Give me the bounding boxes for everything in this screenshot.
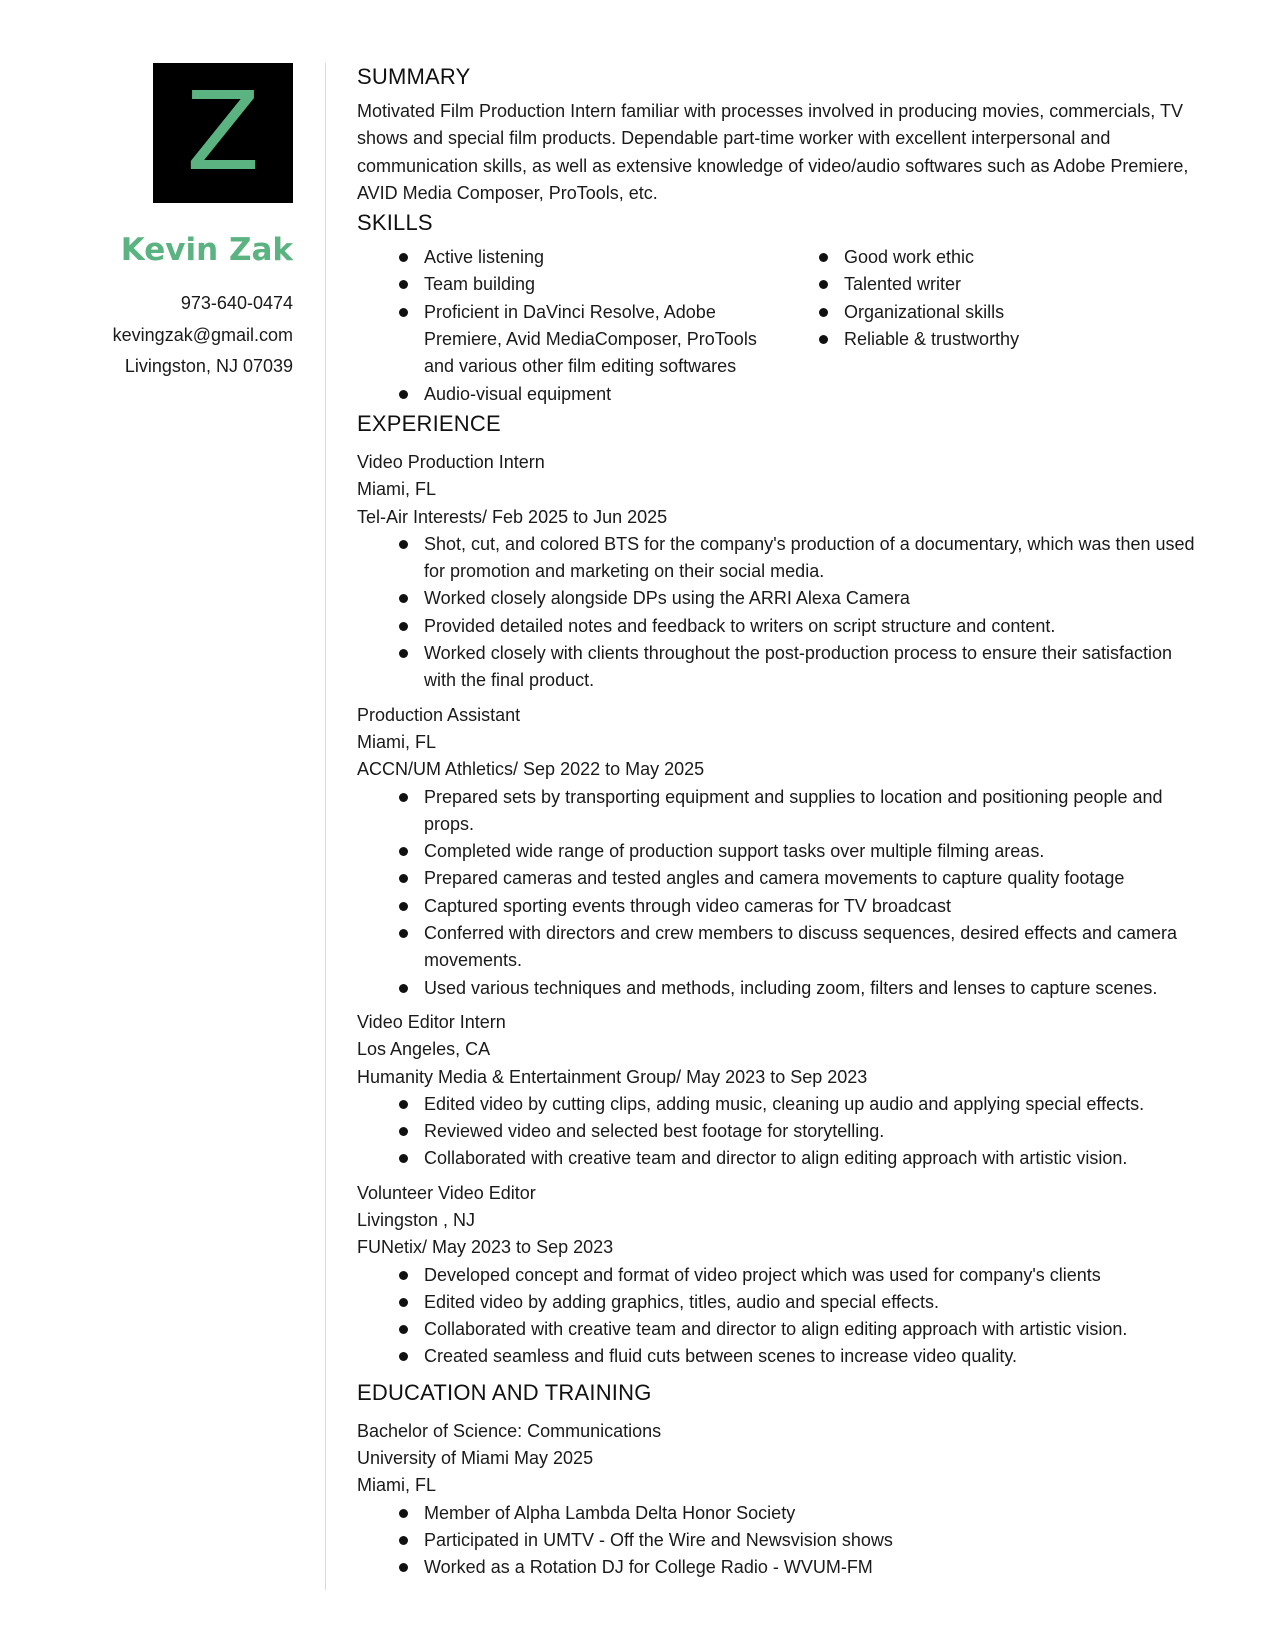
phone-number: 973-640-0474: [180, 293, 293, 313]
education-heading: EDUCATION AND TRAINING: [357, 1379, 652, 1405]
skills-list-2: [777, 244, 1177, 353]
education-degree: Bachelor of Science: Communications: [357, 1420, 662, 1441]
job-role: Video Editor Intern: [357, 1011, 506, 1032]
job-bullet: Shot, cut, and colored BTS for the company's production of a documentary, which was then used for promotion and marketing on their social media.: [357, 531, 1207, 586]
education-bullet: Participated in UMTV - Off the Wire and Newsvision shows: [357, 1527, 1207, 1554]
skill-item: Team building: [357, 271, 777, 298]
contact-info: [113, 288, 293, 383]
job-company: FUNetix/ May 2023 to Sep 2023: [357, 1237, 614, 1258]
job-bullet: Prepared sets by transporting equipment and supplies to location and positioning people and props.: [357, 784, 1207, 839]
job-bullets: [357, 1262, 1207, 1371]
email-address: kevingzak@gmail.com: [112, 324, 293, 345]
summary-heading: SUMMARY: [357, 64, 471, 89]
skill-item: Reliable & trustworthy: [777, 326, 1177, 353]
job-bullet: Collaborated with creative team and director to align editing approach with artistic vision.: [357, 1145, 1207, 1172]
skill-item: Audio-visual equipment: [357, 381, 777, 408]
job-bullets: [357, 784, 1207, 1002]
job-location: Miami, FL: [357, 731, 437, 752]
experience-heading: EXPERIENCE: [357, 410, 501, 436]
skills-section: [357, 208, 1207, 408]
skill-item: Organizational skills: [777, 299, 1177, 326]
skills-list-1: [357, 244, 777, 408]
job-entry: [357, 1180, 1207, 1371]
candidate-name: Kevin Zak: [120, 232, 293, 268]
job-bullet: Developed concept and format of video project which was used for company's clients: [357, 1262, 1207, 1289]
job-bullet: Edited video by cutting clips, adding music, cleaning up audio and applying special effects.: [357, 1091, 1207, 1118]
job-bullet: Completed wide range of production support tasks over multiple filming areas.: [357, 838, 1207, 865]
monogram-block: [153, 63, 293, 203]
job-bullets: [357, 531, 1207, 695]
job-location: Miami, FL: [357, 479, 437, 500]
job-entry: [357, 449, 1207, 695]
skill-item: Good work ethic: [777, 244, 1177, 271]
job-role: Production Assistant: [357, 704, 521, 725]
education-location: Miami, FL: [357, 1475, 437, 1496]
education-school: University of Miami May 2025: [357, 1448, 594, 1469]
skills-column-1: [357, 244, 777, 408]
job-role: Video Production Intern: [357, 451, 545, 472]
monogram-letter: Z: [186, 70, 260, 195]
job-company: Humanity Media & Entertainment Group/ May 2023 to Sep 2023: [357, 1066, 868, 1087]
job-company: ACCN/UM Athletics/ Sep 2022 to May 2025: [357, 759, 705, 780]
column-divider: [325, 63, 326, 1590]
job-bullet: Worked closely with clients throughout the post-production process to ensure their satisfaction with the final product.: [357, 640, 1207, 695]
job-bullet: Reviewed video and selected best footage for storytelling.: [357, 1118, 1207, 1145]
job-bullet: Captured sporting events through video cameras for TV broadcast: [357, 893, 1207, 920]
skill-item: Active listening: [357, 244, 777, 271]
job-bullet: Worked closely alongside DPs using the ARRI Alexa Camera: [357, 585, 1207, 612]
job-location: Los Angeles, CA: [357, 1039, 491, 1060]
skills-column-2: [777, 244, 1177, 408]
location: Livingston, NJ 07039: [124, 356, 293, 376]
job-bullet: Used various techniques and methods, including zoom, filters and lenses to capture scenes.: [357, 975, 1207, 1002]
job-bullet: Conferred with directors and crew members to discuss sequences, desired effects and camera movements.: [357, 920, 1207, 975]
job-bullet: Provided detailed notes and feedback to writers on script structure and content.: [357, 613, 1207, 640]
job-location: Livingston , NJ: [357, 1209, 476, 1230]
skill-item: Talented writer: [777, 271, 1177, 298]
education-bullet: Member of Alpha Lambda Delta Honor Society: [357, 1500, 1207, 1527]
job-company: Tel-Air Interests/ Feb 2025 to Jun 2025: [357, 506, 668, 527]
education-bullets: [357, 1500, 1207, 1582]
summary-section: [357, 62, 1207, 207]
education-bullet: Worked as a Rotation DJ for College Radio - WVUM-FM: [357, 1554, 1207, 1581]
skills-heading: SKILLS: [357, 210, 433, 236]
job-entry: [357, 702, 1207, 1002]
job-bullet: Prepared cameras and tested angles and camera movements to capture quality footage: [357, 865, 1207, 892]
experience-section: [357, 409, 1207, 1371]
summary-text: Motivated Film Production Intern familiar with processes involved in producing movies, commercials, TV shows and special film products. Dependable part-time worker with excellent interpersonal and communication skills, as well as extensive knowledge of video/audio softwares such as Adobe Premiere, AVID Media Composer, ProTools, etc.: [357, 101, 1189, 203]
skill-item: Proficient in DaVinci Resolve, Adobe Premiere, Avid MediaComposer, ProTools and various other film editing softwares: [357, 299, 777, 381]
job-bullet: Created seamless and fluid cuts between scenes to increase video quality.: [357, 1343, 1207, 1370]
job-bullet: Edited video by adding graphics, titles, audio and special effects.: [357, 1289, 1207, 1316]
job-bullets: [357, 1091, 1207, 1173]
job-bullet: Collaborated with creative team and director to align editing approach with artistic vision.: [357, 1316, 1207, 1343]
main-content: [357, 62, 1207, 1583]
education-section: [357, 1378, 1207, 1582]
skills-columns: [357, 244, 1207, 408]
job-entry: [357, 1009, 1207, 1173]
job-role: Volunteer Video Editor: [357, 1182, 536, 1203]
sidebar: [0, 0, 293, 1650]
